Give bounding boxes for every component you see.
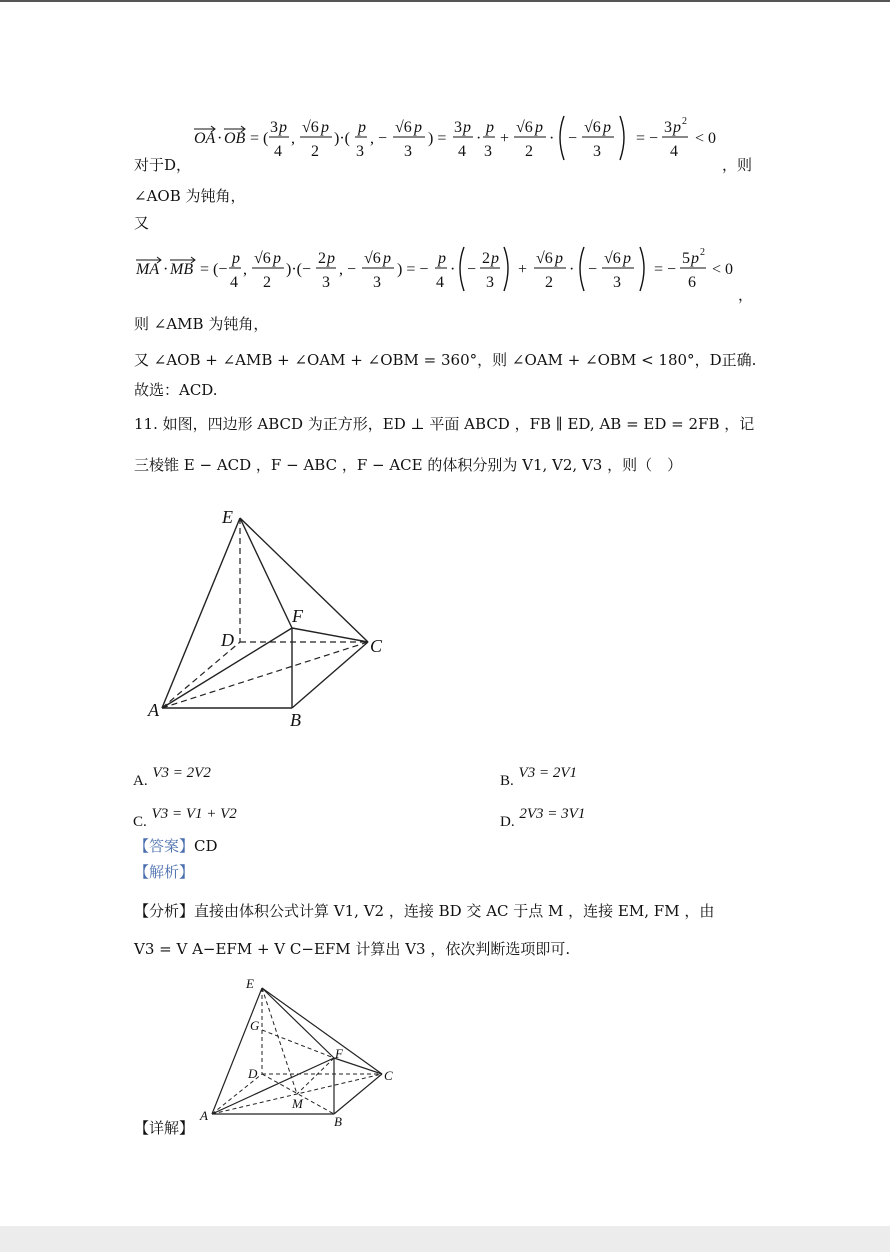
svg-text:p: p — [491, 250, 499, 267]
fenxi-text-1: 直接由体积公式计算 V1, V2 ，连接 BD 交 AC 于点 M ，连接 EM, FM ，由 — [194, 902, 715, 920]
svg-text:5: 5 — [682, 250, 690, 267]
svg-text:p: p — [463, 119, 471, 136]
svg-text:3: 3 — [322, 274, 330, 291]
svg-text:3: 3 — [486, 274, 494, 291]
svg-text:2: 2 — [545, 274, 553, 291]
oa-ob-equation — [190, 112, 730, 168]
fig1-label-e: E — [222, 507, 233, 527]
fig2-label-e: E — [246, 976, 254, 991]
fig1-label-d: D — [221, 630, 234, 650]
angle-sum-part-a: 又 ∠AOB + ∠AMB + ∠OAM + ∠OBM = 360° — [134, 351, 478, 369]
svg-text:p: p — [279, 119, 287, 136]
svg-text:OA: OA — [194, 130, 216, 147]
svg-text:2: 2 — [263, 274, 271, 291]
fenxi-line2: V3 = V A−EFM + V C−EFM 计算出 V3 ，依次判断选项即可. — [134, 940, 571, 958]
fig1-label-b: B — [290, 710, 301, 730]
question-11-line1: 11. 如图，四边形 ABCD 为正方形，ED ⊥ 平面 ABCD ，FB ∥ ED, AB = ED = 2FB ，记 — [134, 415, 755, 433]
svg-text:OB: OB — [224, 130, 246, 147]
svg-text:,: , — [291, 130, 295, 147]
angle-sum-part-c: ，D正确. — [694, 351, 757, 369]
fenxi-line1 — [134, 901, 714, 921]
fenxi-tag: 【分析】 — [134, 902, 195, 920]
svg-text:−: − — [568, 130, 578, 147]
aob-obtuse-text: ∠AOB 为钝角， — [134, 187, 246, 205]
svg-text:·: · — [549, 130, 555, 147]
fig2-label-d: D — [248, 1066, 258, 1081]
svg-text:= −: = − — [636, 130, 659, 147]
option-d-expr: 2V3 = 3V1 — [519, 806, 586, 822]
fig2-label-m: M — [292, 1096, 303, 1111]
svg-text:3: 3 — [484, 143, 492, 160]
svg-text:p: p — [691, 250, 699, 267]
svg-text:+: + — [518, 261, 528, 278]
svg-text:p: p — [327, 250, 335, 267]
svg-text:·: · — [476, 130, 482, 147]
option-a-expr: V3 = 2V2 — [152, 765, 211, 781]
then-text: ，则 — [722, 156, 753, 174]
case-d-label: 对于D， — [134, 156, 192, 174]
svg-text:3: 3 — [373, 274, 381, 291]
svg-text:3: 3 — [404, 143, 412, 160]
svg-text:p: p — [358, 119, 366, 136]
fig1-label-f: F — [292, 606, 303, 626]
svg-text:= −: = − — [654, 261, 677, 278]
svg-text:3: 3 — [593, 143, 601, 160]
svg-text:3: 3 — [270, 119, 278, 136]
svg-text:MA: MA — [136, 261, 160, 278]
svg-text:3: 3 — [664, 119, 672, 136]
fig2-label-a: A — [200, 1108, 208, 1123]
svg-text:MB: MB — [170, 261, 194, 278]
top-border — [0, 0, 890, 2]
svg-text:3: 3 — [454, 119, 462, 136]
svg-text:·: · — [569, 261, 575, 278]
svg-text:p: p — [603, 119, 611, 136]
figure-2-pyramid-auxiliary — [196, 972, 406, 1132]
svg-text:, −: , − — [339, 261, 357, 278]
option-b-letter: B. — [500, 773, 514, 789]
svg-text:√6: √6 — [536, 250, 553, 267]
svg-text:p: p — [673, 119, 681, 136]
svg-text:p: p — [438, 250, 446, 267]
svg-text:4: 4 — [230, 274, 238, 291]
option-c[interactable] — [133, 806, 237, 832]
svg-text:·: · — [217, 130, 223, 147]
svg-text:2: 2 — [318, 250, 326, 267]
fig1-label-c: C — [370, 636, 383, 656]
svg-text:p: p — [321, 119, 329, 136]
svg-text:3: 3 — [356, 143, 364, 160]
fig2-label-c: C — [384, 1068, 393, 1083]
svg-text:−: − — [588, 261, 598, 278]
option-d[interactable] — [500, 806, 586, 832]
svg-text:, −: , − — [370, 130, 388, 147]
analysis-tag: 【解析】 — [134, 863, 195, 881]
detail-tag: 【详解】 — [134, 1119, 195, 1137]
svg-text:+: + — [500, 130, 510, 147]
answer-tag: 【答案】 — [134, 837, 195, 855]
svg-text:2: 2 — [482, 250, 490, 267]
svg-text:2: 2 — [525, 143, 533, 160]
svg-text:p: p — [273, 250, 281, 267]
svg-text:)·(−: )·(− — [286, 261, 312, 278]
svg-text:√6: √6 — [302, 119, 319, 136]
figure-1-pyramid — [140, 500, 400, 740]
svg-text:·: · — [450, 261, 456, 278]
answer-value: CD — [194, 837, 218, 855]
answer-line — [134, 836, 218, 856]
svg-text:4: 4 — [670, 143, 678, 160]
option-c-expr: V3 = V1 + V2 — [151, 806, 237, 822]
svg-text:p: p — [383, 250, 391, 267]
also-text: 又 — [134, 214, 150, 232]
svg-text:= (: = ( — [250, 130, 269, 147]
choice-text: 故选：ACD. — [134, 381, 218, 399]
svg-text:√6: √6 — [364, 250, 381, 267]
option-b[interactable] — [500, 765, 577, 791]
angle-sum-line — [134, 350, 756, 370]
bottom-page-gap — [0, 1226, 890, 1252]
svg-text:4: 4 — [436, 274, 444, 291]
svg-text:−: − — [467, 261, 477, 278]
angle-sum-part-b: ，则 ∠OAM + ∠OBM < 180° — [477, 351, 695, 369]
svg-text:√6: √6 — [584, 119, 601, 136]
svg-text:) =: ) = — [428, 130, 447, 147]
svg-text:√6: √6 — [516, 119, 533, 136]
svg-text:< 0: < 0 — [712, 261, 734, 278]
svg-text:3: 3 — [613, 274, 621, 291]
svg-text:√6: √6 — [604, 250, 621, 267]
option-b-expr: V3 = 2V1 — [518, 765, 577, 781]
option-a-letter: A. — [133, 773, 148, 789]
question-11-line2: 三棱锥 E − ACD ，F − ABC ，F − ACE 的体积分别为 V1, V2, V3 ，则（ ） — [134, 456, 683, 474]
svg-text:< 0: < 0 — [695, 130, 717, 147]
amb-obtuse-text: 则 ∠AMB 为钝角， — [134, 315, 269, 333]
svg-text:p: p — [486, 119, 494, 136]
svg-text:)·(: )·( — [334, 130, 350, 147]
svg-text:4: 4 — [458, 143, 466, 160]
svg-text:·: · — [163, 261, 169, 278]
ma-mb-equation — [132, 243, 744, 299]
fig1-label-a: A — [148, 700, 159, 720]
fig2-label-f: F — [335, 1046, 343, 1061]
svg-text:√6: √6 — [395, 119, 412, 136]
svg-text:p: p — [414, 119, 422, 136]
option-a[interactable] — [133, 765, 211, 791]
svg-text:) = −: ) = − — [397, 261, 429, 278]
comma-text: ， — [738, 286, 754, 304]
fig2-label-g: G — [250, 1018, 260, 1033]
svg-text:6: 6 — [688, 274, 696, 291]
svg-text:p: p — [555, 250, 563, 267]
fig2-label-b: B — [334, 1114, 342, 1129]
svg-text:2: 2 — [700, 247, 705, 258]
option-c-letter: C. — [133, 814, 147, 830]
option-d-letter: D. — [500, 814, 515, 830]
svg-text:2: 2 — [311, 143, 319, 160]
svg-text:4: 4 — [274, 143, 282, 160]
svg-text:p: p — [623, 250, 631, 267]
svg-text:√6: √6 — [254, 250, 271, 267]
svg-text:p: p — [232, 250, 240, 267]
svg-text:p: p — [535, 119, 543, 136]
svg-text:= (−: = (− — [200, 261, 228, 278]
svg-text:2: 2 — [682, 116, 687, 127]
svg-text:,: , — [243, 261, 247, 278]
